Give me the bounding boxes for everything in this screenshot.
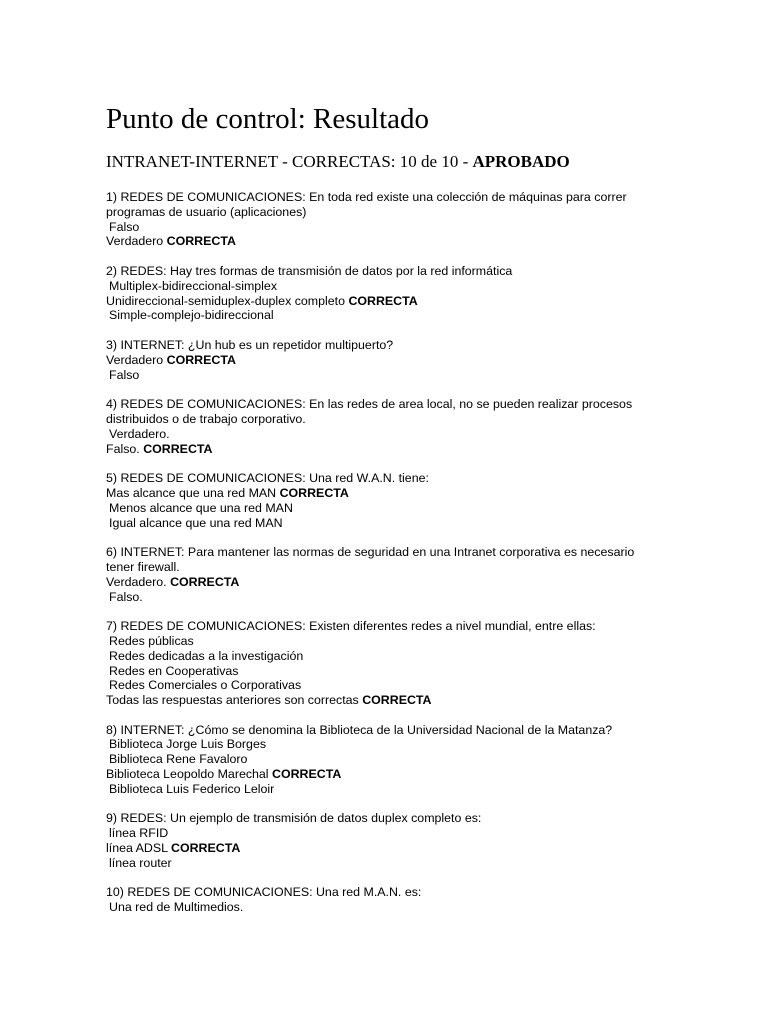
question-block <box>106 190 651 249</box>
answer-label: línea ADSL <box>106 841 168 856</box>
answer-label: Igual alcance que una red MAN <box>109 515 283 530</box>
answer-option <box>106 590 651 605</box>
answer-option-selected <box>106 767 651 782</box>
answer-option-selected <box>106 575 651 590</box>
answer-label: Biblioteca Rene Favaloro <box>109 752 248 767</box>
score-text: INTRANET-INTERNET - CORRECTAS: 10 de 10 - <box>106 152 473 171</box>
answer-option <box>106 634 651 649</box>
correct-mark: CORRECTA <box>143 441 213 456</box>
answer-label: Una red de Multimedios. <box>109 900 244 915</box>
answer-label: Simple-complejo-bidireccional <box>109 308 274 323</box>
correct-mark: CORRECTA <box>362 693 432 708</box>
answer-label: Mas alcance que una red MAN <box>106 485 277 500</box>
answer-label: Biblioteca Leopoldo Marechal <box>106 767 269 782</box>
question-text: 6) INTERNET: Para mantener las normas de seguridad en una Intranet corporativa es necesario tener firewall. <box>106 545 635 574</box>
question-text: 4) REDES DE COMUNICACIONES: En las redes de area local, no se pueden realizar procesos distribuidos o de trabajo corporativo. <box>106 397 633 426</box>
answer-option <box>106 664 651 679</box>
answer-label: Multiplex-bidireccional-simplex <box>109 278 278 293</box>
answer-label: Redes dedicadas a la investigación <box>109 648 304 663</box>
answer-label: línea router <box>109 855 172 870</box>
answer-option <box>106 279 651 294</box>
answer-label: Redes Comerciales o Corporativas <box>109 678 302 693</box>
answer-label: Menos alcance que una red MAN <box>109 500 293 515</box>
answer-option <box>106 737 651 752</box>
question-block <box>106 545 651 604</box>
question-block <box>106 471 651 530</box>
answer-option <box>106 900 651 915</box>
question-text: 8) INTERNET: ¿Cómo se denomina la Biblioteca de la Universidad Nacional de la Matanza? <box>106 722 613 737</box>
answer-option-selected <box>106 234 651 249</box>
answer-label: Unidireccional-semiduplex-duplex completo <box>106 293 345 308</box>
answer-option-selected <box>106 693 651 708</box>
answer-option <box>106 308 651 323</box>
answer-option <box>106 220 651 235</box>
correct-mark: CORRECTA <box>170 574 240 589</box>
answer-option <box>106 678 651 693</box>
correct-mark: CORRECTA <box>166 352 236 367</box>
correct-mark: CORRECTA <box>348 293 418 308</box>
answer-label: Redes públicas <box>109 633 194 648</box>
question-block <box>106 811 651 870</box>
answer-option <box>106 752 651 767</box>
answer-option <box>106 516 651 531</box>
question-text: 5) REDES DE COMUNICACIONES: Una red W.A.N. tiene: <box>106 471 429 486</box>
question-block <box>106 723 651 797</box>
answer-option-selected <box>106 353 651 368</box>
answer-label: Falso. <box>109 589 143 604</box>
correct-mark: CORRECTA <box>166 234 236 249</box>
answer-label: Verdadero. <box>106 574 167 589</box>
answer-option-selected <box>106 294 651 309</box>
answer-label: Verdadero <box>106 234 164 249</box>
question-text: 1) REDES DE COMUNICACIONES: En toda red existe una colección de máquinas para correr programas de usuario (aplicaciones) <box>106 190 627 219</box>
question-block <box>106 885 651 915</box>
answer-option-selected <box>106 442 651 457</box>
answer-option-selected <box>106 486 651 501</box>
question-block <box>106 264 651 323</box>
correct-mark: CORRECTA <box>171 841 241 856</box>
answer-option <box>106 368 651 383</box>
question-text: 2) REDES: Hay tres formas de transmisión de datos por la red informática <box>106 263 513 278</box>
question-text: 3) INTERNET: ¿Un hub es un repetidor multipuerto? <box>106 337 394 352</box>
question-text: 9) REDES: Un ejemplo de transmisión de datos duplex completo es: <box>106 811 482 826</box>
question-block <box>106 338 651 382</box>
answer-label: Falso <box>109 367 140 382</box>
question-list <box>106 190 651 930</box>
answer-label: Biblioteca Luis Federico Leloir <box>109 781 275 796</box>
status-badge: APROBADO <box>472 152 570 171</box>
answer-label: Biblioteca Jorge Luis Borges <box>109 737 267 752</box>
answer-option-selected <box>106 841 651 856</box>
answer-option <box>106 856 651 871</box>
answer-option <box>106 501 651 516</box>
correct-mark: CORRECTA <box>279 485 349 500</box>
answer-option <box>106 782 651 797</box>
answer-label: línea RFID <box>109 826 169 841</box>
question-block <box>106 619 651 708</box>
answer-option <box>106 427 651 442</box>
result-summary <box>106 152 570 172</box>
answer-label: Verdadero. <box>109 426 170 441</box>
answer-label: Todas las respuestas anteriores son correctas <box>106 693 359 708</box>
answer-label: Falso. <box>106 441 140 456</box>
correct-mark: CORRECTA <box>272 767 342 782</box>
question-text: 10) REDES DE COMUNICACIONES: Una red M.A.N. es: <box>106 885 422 900</box>
answer-label: Verdadero <box>106 352 164 367</box>
answer-label: Falso <box>109 219 140 234</box>
answer-option <box>106 649 651 664</box>
question-text: 7) REDES DE COMUNICACIONES: Existen diferentes redes a nivel mundial, entre ellas: <box>106 619 596 634</box>
question-block <box>106 397 651 456</box>
answer-option <box>106 826 651 841</box>
page-title: Punto de control: Resultado <box>106 103 429 135</box>
answer-label: Redes en Cooperativas <box>109 663 239 678</box>
